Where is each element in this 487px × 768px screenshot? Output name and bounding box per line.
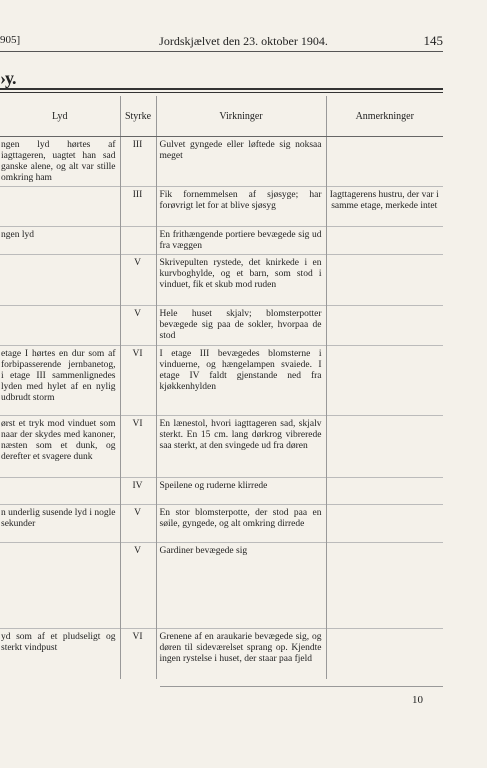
table-row: [0, 543, 443, 629]
table-row: [0, 306, 443, 346]
cell-lyd: ørst et tryk mod vinduet som naar der skydes med kanoner, næsten som et dunk, og derefter et svagere dunk: [0, 416, 120, 478]
table-row: [0, 187, 443, 227]
cell-styrke: V: [120, 255, 156, 306]
cell-styrke: III: [120, 137, 156, 187]
table-row: [0, 505, 443, 543]
table-row: [0, 478, 443, 505]
cell-virkninger: I etage III bevægedes blomsterne i vinduerne, og hængelampen svaiede. I etage IV faldt gjenstande ned fra kjøkkenhylden: [156, 346, 326, 416]
cell-virkninger: Fik fornemmelsen af sjøsyge; har forøvrigt let for at blive sjøsyg: [156, 187, 326, 227]
cell-anmerkninger: [326, 416, 443, 478]
cell-styrke: V: [120, 543, 156, 629]
cell-lyd: [0, 187, 120, 227]
cell-anmerkninger: [326, 306, 443, 346]
cell-lyd: ngen lyd hørtes af iagttageren, uagtet han sad ganske alene, og alt var stille omkring ham: [0, 137, 120, 187]
cell-lyd: [0, 306, 120, 346]
column-header-virkninger: Virkninger: [156, 96, 326, 137]
cell-lyd: [0, 478, 120, 505]
table-row: [0, 227, 443, 255]
cell-lyd: ngen lyd: [0, 227, 120, 255]
cell-styrke: V: [120, 505, 156, 543]
table-header-row: [0, 96, 443, 137]
cell-virkninger: Speilene og ruderne klirrede: [156, 478, 326, 505]
signature-number: 10: [412, 694, 423, 706]
cell-styrke: V: [120, 306, 156, 346]
running-head-title: Jordskjælvet den 23. oktober 1904.: [159, 34, 328, 48]
cell-virkninger: Skrivepulten rystede, det knirkede i en kurvboghylde, og et barn, som stod i vinduet, fik et skub mod ruden: [156, 255, 326, 306]
cell-lyd: [0, 255, 120, 306]
table-row: [0, 255, 443, 306]
cell-anmerkninger: [326, 255, 443, 306]
column-header-styrke: Styrke: [120, 96, 156, 137]
cell-lyd: [0, 543, 120, 629]
footer-rule: [160, 686, 443, 687]
cell-styrke: [120, 227, 156, 255]
table-row: [0, 629, 443, 679]
cell-anmerkninger: Iagttagerens hustru, der var i samme etage, merkede intet: [326, 187, 443, 227]
table-top-rule-thin: [0, 92, 443, 93]
page-number-top: 145: [423, 33, 443, 48]
cell-anmerkninger: [326, 478, 443, 505]
cell-styrke: VI: [120, 346, 156, 416]
cell-virkninger: En stor blomsterpotte, der stod paa en søile, gyngede, og alt omkring dirrede: [156, 505, 326, 543]
cell-virkninger: Hele huset skjalv; blomsterpotter bevægede sig paa de sokler, hvorpaa de stod: [156, 306, 326, 346]
table-row: [0, 137, 443, 187]
table-top-rule: [0, 88, 443, 90]
cell-anmerkninger: [326, 227, 443, 255]
cell-lyd: etage I hørtes en dur som af forbipasserende jernbanetog, i etage III sammenlignedes lyden med hylet af en nylig udbrudt storm: [0, 346, 120, 416]
cell-lyd: n underlig susende lyd i nogle sekunder: [0, 505, 120, 543]
cell-anmerkninger: [326, 137, 443, 187]
cell-virkninger: En lænestol, hvori iagttageren sad, skjalv sterkt. En 15 cm. lang dørkrog vibrerede saa sterkt, at den svingede ud fra døren: [156, 416, 326, 478]
section-title-fragment: ›y.: [0, 68, 16, 88]
cell-virkninger: Gardiner bevægede sig: [156, 543, 326, 629]
earthquake-observations-table: [0, 96, 443, 679]
cell-styrke: IV: [120, 478, 156, 505]
cell-virkninger: Gulvet gyngede eller løftede sig noksaa meget: [156, 137, 326, 187]
column-header-anmerkninger: Anmerkninger: [326, 96, 443, 137]
cell-anmerkninger: [326, 629, 443, 679]
table-row: [0, 416, 443, 478]
cell-styrke: III: [120, 187, 156, 227]
cell-anmerkninger: [326, 346, 443, 416]
table-row: [0, 346, 443, 416]
running-head-year: 905]: [0, 34, 21, 46]
cell-styrke: VI: [120, 629, 156, 679]
cell-anmerkninger: [326, 543, 443, 629]
cell-virkninger: Grenene af en araukarie bevægede sig, og døren til sideværelset sprang op. Kjendte ingen rystelse i huset, der staar paa fjeld: [156, 629, 326, 679]
cell-styrke: VI: [120, 416, 156, 478]
header-rule: [0, 51, 443, 52]
cell-virkninger: En frithængende portiere bevægede sig ud fra væggen: [156, 227, 326, 255]
cell-anmerkninger: [326, 505, 443, 543]
cell-lyd: yd som af et pludseligt og sterkt vindpust: [0, 629, 120, 679]
column-header-lyd: Lyd: [0, 96, 120, 137]
